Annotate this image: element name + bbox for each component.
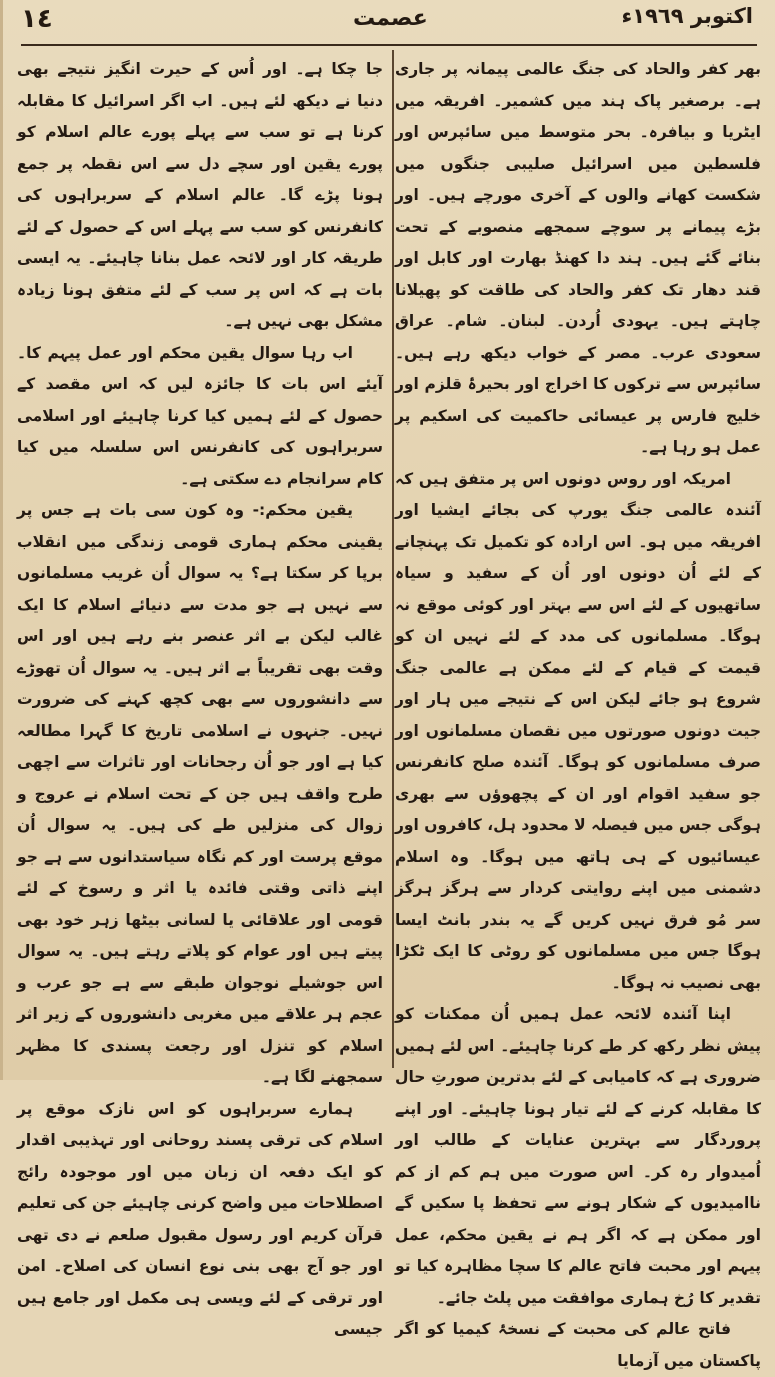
header-rule — [21, 44, 757, 46]
paragraph: امریکہ اور روس دونوں اس پر متفق ہیں کہ آئندہ عالمی جنگ یورپ کی بجائے ایشیا اور افریقہ میں ہو۔ اس ارادہ کو تکمیل تک پہنچانے کے لئے اُن دونوں اور اُن کے سفید و سیاہ ساتھیوں کے لئے اس سے بہتر اور کوئی موقع نہ ہوگا۔ مسلمانوں کی مدد کے لئے نہیں ان کو قیمت کے قیام کے لئے ممکن ہے عالمی جنگ شروع ہو جائے لیکن اس کے نتیجے میں ہار اور جیت دونوں صورتوں میں نقصان مسلمانوں اور صرف مسلمانوں کو ہوگا۔ آئندہ صلح کانفرنس جو سفید اقوام اور ان کے پچھوؤں سے بھری ہوگی جس میں فیصلہ لا محدود ہل، کافروں اور عیسائیوں کے ہی ہاتھ میں ہوگا۔ وہ اسلام دشمنی میں اپنے روایتی کردار سے ہرگز ہرگز سر مُو فرق نہیں کریں گے یہ بندر بانٹ ایسا ہوگا جس میں مسلمانوں کو روٹی کا ایک ٹکڑا بھی نصیب نہ ہوگا۔ — [395, 469, 761, 992]
paragraph: جا چکا ہے۔ اور اُس کے حیرت انگیز نتیجے بھی دنیا نے دیکھ لئے ہیں۔ اب اگر اسرائیل کا مقابلہ کرنا ہے تو سب سے پہلے پورے عالم اسلام کو پورے یقین اور سچے دل سے اس نقطہ پر جمع ہونا پڑے گا۔ عالم اسلام کے سربراہوں کی کانفرنس کو سب سے پہلے اس کے حصول کے لئے طریقہ کار اور لائحہ عمل بنانا چاہیئے۔ یہ ایسی بات ہے کہ اس پر سب کے لئے متفق ہونا زیادہ مشکل بھی نہیں ہے۔ — [17, 60, 383, 330]
left-column — [17, 54, 383, 1346]
paragraph: بھر کفر والحاد کی جنگ عالمی پیمانہ پر جاری ہے۔ برصغیر پاک ہند میں کشمیر۔ افریقہ میں ایٹریا و بیافرہ۔ بحر متوسط میں سائپرس اور فلسطین میں اسرائیل صلیبی جنگوں میں شکست کھانے والوں کے آخری مورچے ہیں۔ اور بڑے پیمانے پر سوچے سمجھے منصوبے کے تحت بنائے گئے ہیں۔ ہند دا کھنڈ بھارت اور کابل اور قند دھار تک کفر والحاد کی طاقت کو پھیلانا چاہتے ہیں۔ یہودی اُردن۔ لبنان۔ شام۔ عراق سعودی عرب۔ مصر کے خواب دیکھ رہے ہیں۔ سائپرس سے ترکوں کا اخراج اور بحیرۂ قلزم اور خلیج فارس پر عیسائی حاکمیت کی اسکیم پر عمل ہو رہا ہے۔ — [395, 60, 761, 456]
page-number: ١٤ — [21, 4, 53, 34]
issue-date: اکتوبر ١٩٦٩ء — [621, 4, 753, 28]
page-header — [3, 0, 775, 46]
right-column — [395, 54, 761, 1377]
paragraph: فاتح عالم کی محبت کے نسخۂ کیمیا کو اگر پاکستان میں آزمایا — [395, 1320, 761, 1370]
column-divider — [392, 50, 394, 1068]
paragraph: ہمارے سربراہوں کو اس نازک موقع پر اسلام کی ترقی پسند روحانی اور تہذیبی اقدار کو ایک دفعہ ان زبان میں اور موجودہ رائج اصطلاحات میں واضح کرنی چاہیئے جن کی تعلیم قرآن کریم اور رسول مقبول صلعم نے دی تھی اور جو آج بھی بنی نوع انسان کی اصلاح۔ امن اور ترقی کے لئے ویسی ہی مکمل اور جامع ہیں جیسی — [17, 1099, 383, 1338]
magazine-title: عصمت — [353, 6, 428, 31]
paragraph: یقین محکم:- وہ کون سی بات ہے جس پر یقینی محکم ہماری قومی زندگی میں انقلاب برپا کر سکتا ہے؟ یہ سوال اُن غریب مسلمانوں سے نہیں ہے جو مدت سے دنیائے اسلام کا ایک غالب لیکن بے اثر عنصر بنے رہے ہیں اور اس وقت بھی تقریباً بے اثر ہیں۔ یہ سوال اُن تھوڑے سے دانشوروں سے بھی کچھ کہنے کی ضرورت نہیں۔ جنہوں نے اسلامی تاریخ کا گہرا مطالعہ کیا ہے اور جو اُن رجحانات اور تاثرات سے اچھی طرح واقف ہیں جن کے تحت اسلام نے عروج و زوال کی منزلیں طے کی ہیں۔ یہ سوال اُن موقع پرست اور کم نگاہ سیاستدانوں سے ہے جو اپنے ذاتی وقتی فائدہ یا اثر و رسوخ کے لئے قومی اور علاقائی یا لسانی بیٹھا زہر خود بھی پیتے ہیں اور عوام کو پلاتے رہتے ہیں۔ یہ سوال اس جوشیلے نوجوان طبقے سے ہے جو عرب و عجم ہر علاقے میں مغربی دانشوروں کے زیر اثر اسلام کو تنزل اور رجعت پسندی کا مظہر سمجھنے لگا ہے۔ — [17, 501, 383, 1086]
paragraph: اپنا آئندہ لائحہ عمل ہمیں اُن ممکنات کو پیش نظر رکھ کر طے کرنا چاہیئے۔ اس لئے ہمیں ضروری ہے کہ کامیابی کے لئے بدترین صورتِ حال کا مقابلہ کرنے کے لئے تیار ہونا چاہیئے۔ اور اپنے پروردگار سے بہترین عنایات کے طالب اور اُمیدوار رہ کر۔ اس صورت میں ہم کم از کم ناامیدیوں کے شکار ہونے سے تحفظ پا سکیں گے اور ممکن ہے کہ اگر ہم نے یقین محکم، عمل پیہم اور محبت فاتح عالم کا سچا مظاہرہ کیا تو تقدیر کا رُخ ہماری موافقت میں پلٹ جائے۔ — [395, 1005, 761, 1307]
paragraph: اب رہا سوال یقین محکم اور عمل پیہم کا۔ آیئے اس بات کا جائزہ لیں کہ اس مقصد کے حصول کے لئے ہمیں کیا کرنا چاہیئے اور اسلامی سربراہوں کی کانفرنس اس سلسلہ میں کیا کام سرانجام دے سکتی ہے۔ — [17, 343, 383, 488]
